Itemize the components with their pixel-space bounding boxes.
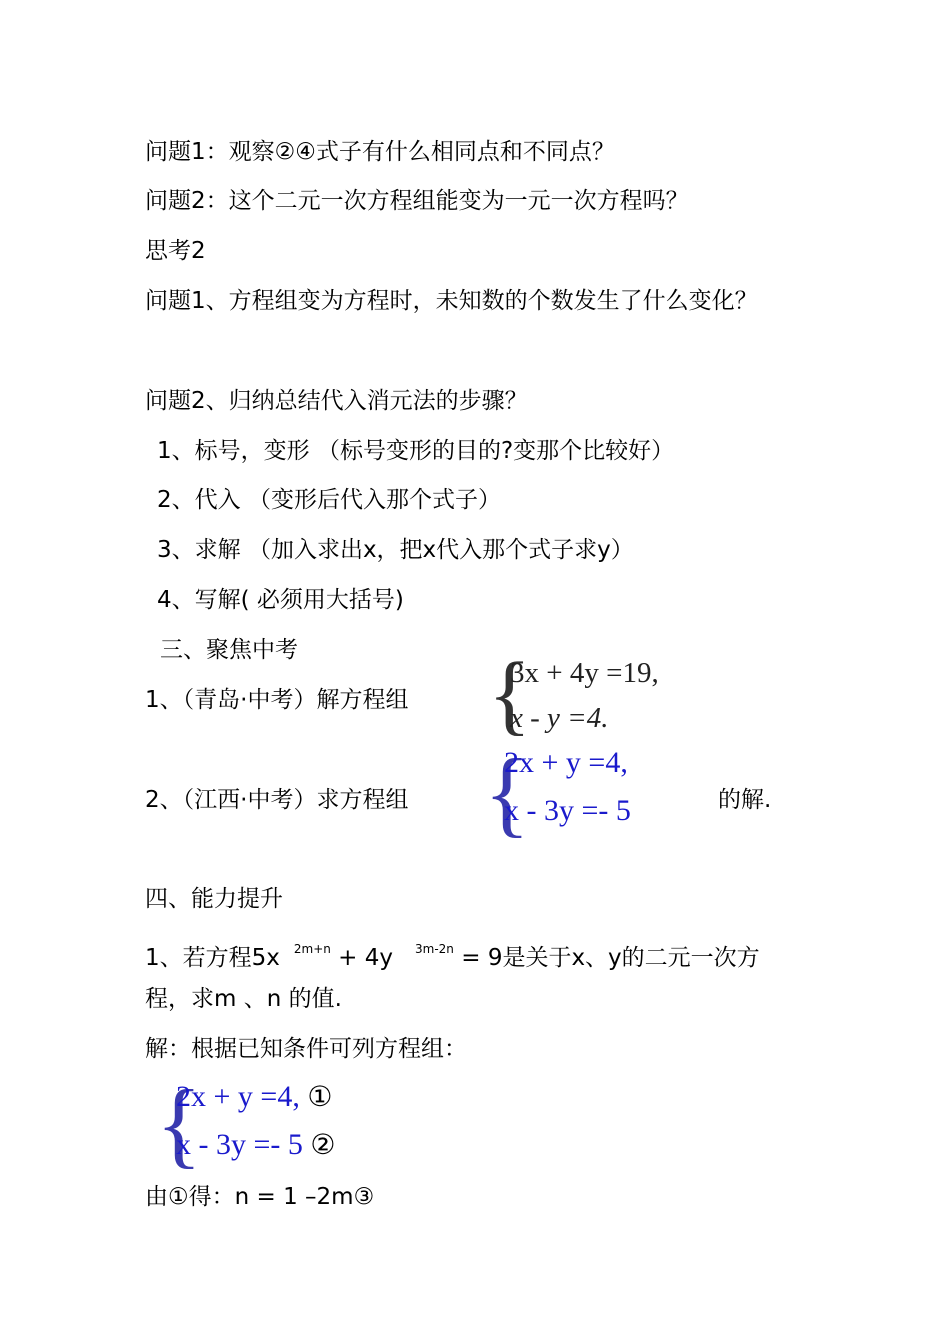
- question-2: 问题2：这个二元一次方程组能变为一元一次方程吗？: [145, 188, 689, 214]
- system-3-eq2-text: x - 3y =- 5: [176, 1128, 303, 1161]
- derivation-line: 由①得：n = 1 –2m③: [145, 1184, 375, 1210]
- section-4-question-1: [145, 934, 760, 973]
- section-4-heading: 四、能力提升: [145, 886, 283, 912]
- step-1: 1、标号，变形 （标号变形的目的?变那个比较好）: [157, 438, 675, 464]
- step-4: 4、写解( 必须用大括号): [157, 587, 404, 613]
- q1-part-a: 1、若方程5x: [145, 945, 280, 971]
- system-1-equation-2: x - y =4.: [510, 702, 609, 734]
- q1-part-b: + 4y: [330, 945, 394, 971]
- system-3-equation-2: [176, 1128, 336, 1162]
- brace-icon: {: [488, 645, 532, 744]
- brace-icon: {: [484, 739, 531, 846]
- step-3: 3、求解 （加入求出x，把x代入那个式子求y）: [157, 537, 634, 563]
- circled-2-icon: ②: [310, 1128, 336, 1161]
- problem-2-suffix: 的解.: [718, 787, 772, 813]
- exponent-2: 3m-2n: [415, 942, 454, 956]
- system-2-equation-1: 2x + y =4,: [504, 746, 628, 779]
- solution-intro: 解：根据已知条件可列方程组：: [145, 1036, 467, 1062]
- think-question-2: 问题2、归纳总结代入消元法的步骤？: [145, 388, 528, 414]
- system-2-equation-2: x - 3y =- 5: [504, 794, 631, 827]
- system-1-equation-1: 3x + 4y =19,: [510, 657, 659, 689]
- think-2-heading: 思考2: [145, 238, 206, 264]
- problem-2-label: 2、（江西·中考）求方程组: [145, 787, 409, 813]
- step-2: 2、代入 （变形后代入那个式子）: [157, 487, 501, 513]
- circled-1-icon: ①: [307, 1080, 333, 1113]
- problem-1-label: 1、（青岛·中考）解方程组: [145, 687, 409, 713]
- section-3-heading: 三、聚焦中考: [160, 637, 298, 663]
- exponent-1: 2m+n: [293, 942, 331, 956]
- section-4-question-1-cont: 程，求m 、n 的值.: [145, 986, 342, 1012]
- system-3-equation-1: [176, 1080, 332, 1114]
- system-3-eq1-text: 2x + y =4,: [176, 1080, 300, 1113]
- q1-part-c: = 9是关于x、y的二元一次方: [453, 945, 760, 971]
- brace-icon: {: [156, 1070, 203, 1177]
- think-question-1: 问题1、方程组变为方程时，未知数的个数发生了什么变化？: [145, 288, 758, 314]
- question-1: 问题1：观察②④式子有什么相同点和不同点？: [145, 139, 615, 165]
